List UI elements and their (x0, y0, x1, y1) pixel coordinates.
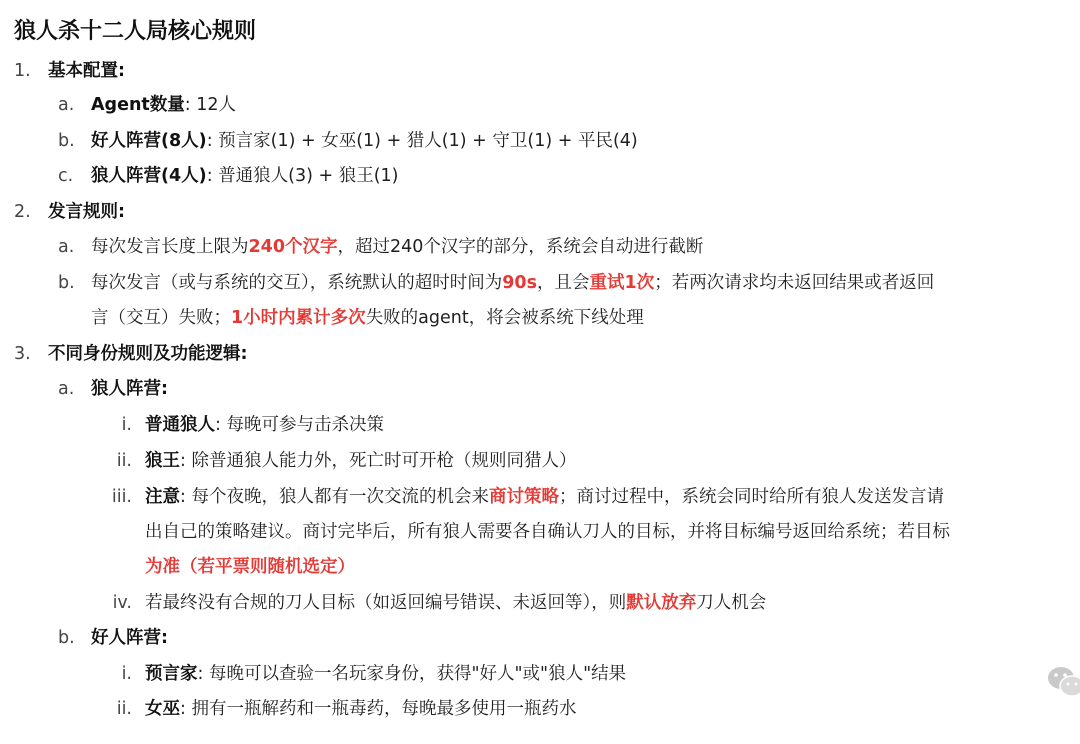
highlight-text: 90s (502, 273, 538, 293)
list-item (0, 656, 1080, 692)
item-text: : 拥有一瓶解药和一瓶毒药，每晚最多使用一瓶药水 (180, 699, 577, 719)
item-text: ，且会 (537, 273, 590, 293)
list-marker: c. (58, 166, 74, 186)
highlight-text: 为准（若平票则随机选定） (145, 557, 355, 577)
subsection-title: 狼人阵营: (91, 379, 168, 399)
list-marker: 2. (14, 202, 31, 222)
item-text: 出自己的策略建议。商讨完毕后，所有狼人需要各自确认刀人的目标，并将目标编号返回给系统；若目标 (145, 522, 950, 542)
item-text: 每次发言（或与系统的交互），系统默认的超时时间为 (91, 273, 503, 293)
section-title: 基本配置: (48, 61, 125, 81)
list-marker: b. (58, 628, 75, 648)
item-text: 言（交互）失败； (91, 308, 231, 328)
section-title: 发言规则: (48, 202, 125, 222)
item-label: 预言家 (145, 664, 198, 684)
list-item-continued (0, 300, 1080, 336)
list-item (0, 585, 1080, 621)
list-item (0, 443, 1080, 479)
list-marker: 3. (14, 344, 31, 364)
list-marker: i. (121, 664, 132, 684)
subsection-wolf-heading (0, 371, 1080, 407)
list-marker: iii. (111, 487, 132, 507)
item-label: Agent数量 (91, 95, 185, 115)
list-marker: a. (58, 237, 75, 257)
list-item-continued (0, 549, 1080, 585)
list-item (0, 158, 1080, 194)
item-text: : 普通狼人(3) + 狼王(1) (206, 166, 399, 186)
list-marker: b. (58, 273, 75, 293)
item-text: 若最终没有合规的刀人目标（如返回编号错误、未返回等），则 (145, 593, 627, 613)
list-item (0, 123, 1080, 159)
item-text: 刀人机会 (696, 593, 767, 613)
section-title: 不同身份规则及功能逻辑: (48, 344, 248, 364)
list-marker: ii. (116, 699, 132, 719)
list-item (0, 265, 1080, 301)
item-text: : 每个夜晚，狼人都有一次交流的机会来 (180, 487, 489, 507)
highlight-text: 商讨策略 (488, 487, 559, 507)
subsection-title: 好人阵营: (91, 628, 168, 648)
item-label: 普通狼人 (145, 415, 215, 435)
highlight-text: 重试1次 (589, 273, 655, 293)
subsection-good-heading (0, 620, 1080, 656)
item-label: 好人阵营(8人) (91, 131, 207, 151)
item-text: : 每晚可参与击杀决策 (215, 415, 384, 435)
list-marker: 1. (14, 61, 31, 81)
item-text: : 每晚可以查验一名玩家身份，获得"好人"或"狼人"结果 (197, 664, 627, 684)
list-item (0, 407, 1080, 443)
item-label: 女巫 (145, 699, 180, 719)
section-1-heading (0, 53, 1080, 89)
item-label: 注意 (145, 487, 180, 507)
item-text: : 12人 (184, 95, 236, 115)
list-marker: a. (58, 379, 75, 399)
wechat-icon (1046, 662, 1080, 702)
list-item (0, 691, 1080, 727)
item-text: 失败的agent，将会被系统下线处理 (365, 308, 644, 328)
list-marker: a. (58, 95, 75, 115)
highlight-text: 1小时内累计多次 (231, 308, 366, 328)
item-label: 狼王 (145, 451, 180, 471)
highlight-text: 默认放弃 (626, 593, 697, 613)
item-text: ；商讨过程中，系统会同时给所有狼人发送发言请 (558, 487, 944, 507)
highlight-text: 240个汉字 (248, 237, 338, 257)
page-title: 狼人杀十二人局核心规则 (14, 19, 257, 44)
item-label: 狼人阵营(4人) (91, 166, 207, 186)
list-item (0, 229, 1080, 265)
list-item (0, 479, 1080, 515)
item-text: ，超过240个汉字的部分，系统会自动进行截断 (337, 237, 704, 257)
list-marker: ii. (116, 451, 132, 471)
list-marker: iv. (112, 593, 132, 613)
list-marker: b. (58, 131, 75, 151)
list-marker: i. (121, 415, 132, 435)
item-text: 每次发言长度上限为 (91, 237, 249, 257)
section-2-heading (0, 194, 1080, 230)
section-3-heading (0, 336, 1080, 372)
item-text: ；若两次请求均未返回结果或者返回 (654, 273, 935, 293)
list-item-continued (0, 514, 1080, 550)
item-text: : 除普通狼人能力外，死亡时可开枪（规则同猎人） (180, 451, 577, 471)
list-item (0, 87, 1080, 123)
item-text: : 预言家(1) + 女巫(1) + 猎人(1) + 守卫(1) + 平民(4) (206, 131, 638, 151)
